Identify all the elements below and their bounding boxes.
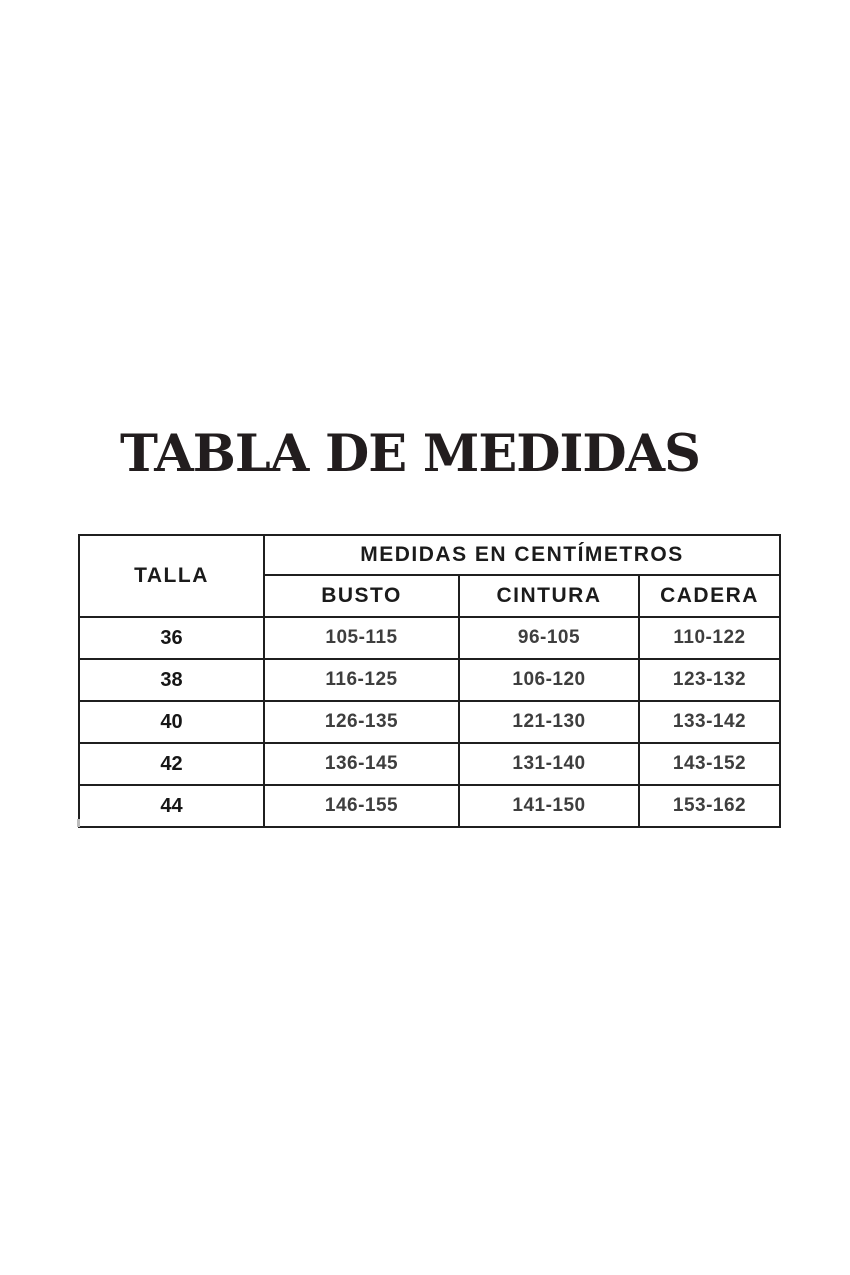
cell-cintura: 141-150 [459, 785, 639, 827]
page-title: TABLA DE MEDIDAS [120, 424, 700, 484]
cell-talla: 42 [79, 743, 264, 785]
cell-cintura: 131-140 [459, 743, 639, 785]
cell-cintura: 106-120 [459, 659, 639, 701]
header-cell-busto: BUSTO [264, 575, 459, 617]
cell-talla: 40 [79, 701, 264, 743]
scan-artifact-mark [77, 819, 80, 827]
table-row-size-36 [79, 617, 780, 659]
cell-busto: 146-155 [264, 785, 459, 827]
header-cell-medidas-en-centimetros: MEDIDAS EN CENTÍMETROS [264, 535, 780, 575]
table-row-size-40 [79, 701, 780, 743]
cell-busto: 105-115 [264, 617, 459, 659]
header-row-group [79, 535, 780, 575]
size-table-body [79, 617, 780, 827]
cell-cadera: 153-162 [639, 785, 780, 827]
cell-busto: 136-145 [264, 743, 459, 785]
table-row-size-38 [79, 659, 780, 701]
header-cell-talla: TALLA [79, 535, 264, 617]
header-cell-cadera: CADERA [639, 575, 780, 617]
cell-cadera: 133-142 [639, 701, 780, 743]
cell-cadera: 110-122 [639, 617, 780, 659]
cell-cintura: 96-105 [459, 617, 639, 659]
cell-busto: 116-125 [264, 659, 459, 701]
cell-talla: 36 [79, 617, 264, 659]
header-cell-cintura: CINTURA [459, 575, 639, 617]
size-table [78, 534, 781, 828]
size-table-header [79, 535, 780, 617]
table-row-size-44 [79, 785, 780, 827]
cell-busto: 126-135 [264, 701, 459, 743]
cell-cadera: 143-152 [639, 743, 780, 785]
cell-cintura: 121-130 [459, 701, 639, 743]
cell-cadera: 123-132 [639, 659, 780, 701]
cell-talla: 38 [79, 659, 264, 701]
table-row-size-42 [79, 743, 780, 785]
cell-talla: 44 [79, 785, 264, 827]
